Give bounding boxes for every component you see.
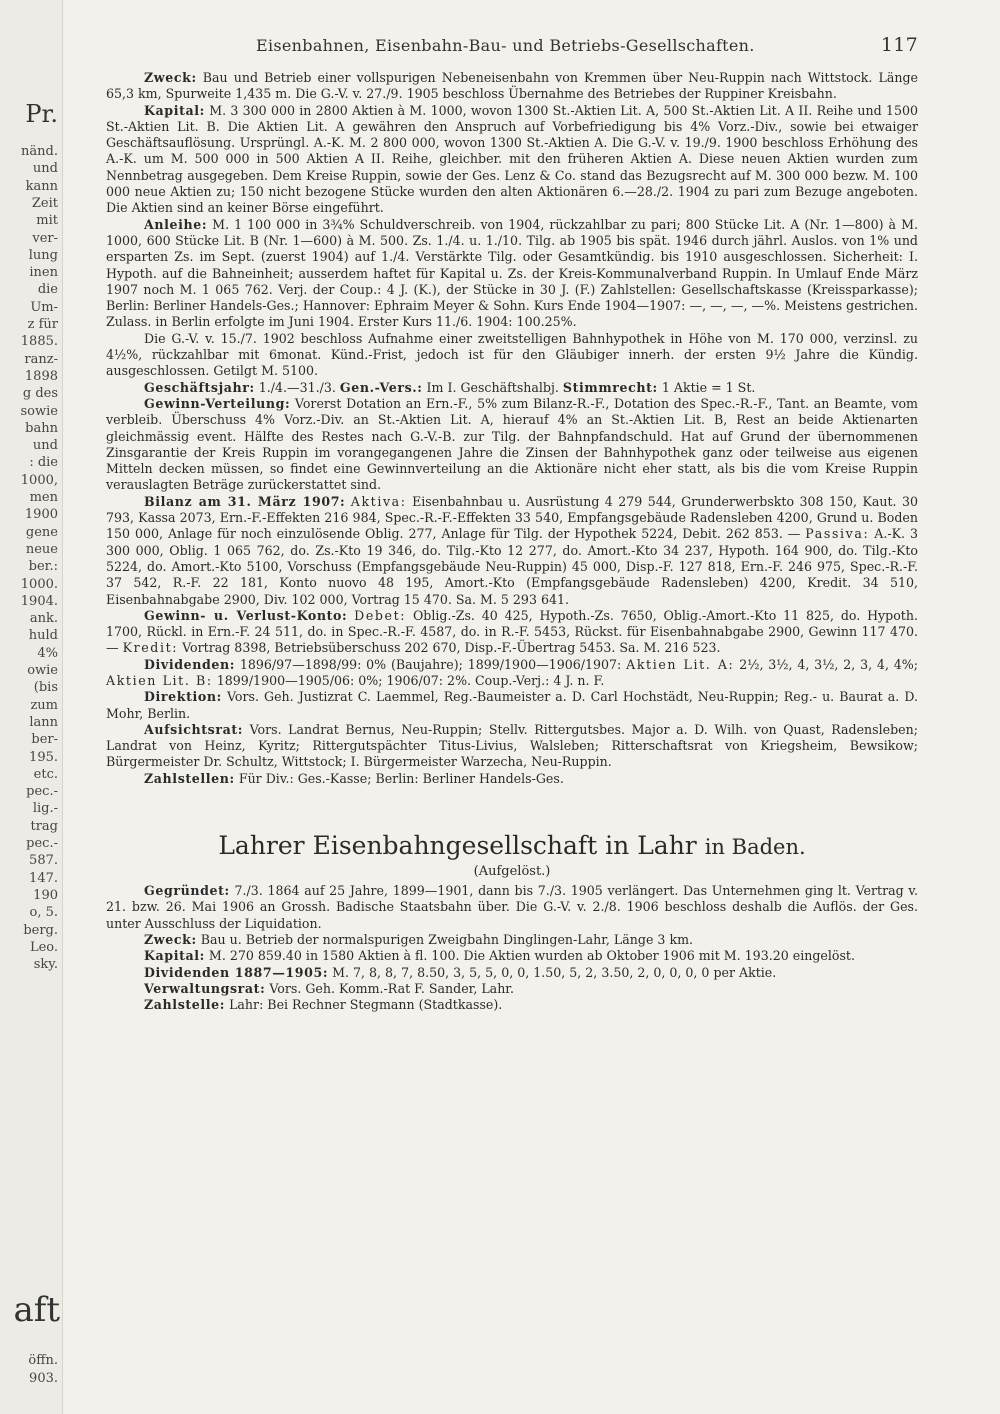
margin-line: gene bbox=[25, 524, 58, 540]
margin-line: : die bbox=[29, 455, 58, 471]
margin-line: sky. bbox=[33, 957, 58, 973]
margin-line: pec.- bbox=[26, 836, 58, 851]
margin-line: berg. bbox=[23, 922, 58, 938]
left-margin-fragment bbox=[0, 0, 63, 1414]
margin-line: etc. bbox=[33, 766, 58, 782]
paragraph-zahlstelle-lahr: Zahlstelle: Lahr: Bei Rechner Stegmann (Stadtkasse). bbox=[144, 997, 503, 1013]
margin-line: 195. bbox=[29, 749, 58, 765]
paragraph-direktion: Direktion: Vors. Geh. Justizrat C. Laemmel, Reg.-Baumeister a. D. Carl Hochstädt, Neu-Ruppin; Reg.- u. Baurat a. D. Mohr, Berlin. bbox=[106, 689, 918, 721]
paragraph-gegruendet: Gegründet: 7./3. 1864 auf 25 Jahre, 1899—1901, dann bis 7./3. 1905 verlängert. Das Unternehmen ging lt. Vertrag v. 21. bzw. 26. Mai 1906 an Grossh. Badische Staatsbahn über. Die G.-V. v. 2./8. 1906 beschloss deshalb die Auflös. der Ges. unter Ausschluss der Liquidation. bbox=[106, 883, 918, 931]
paragraph-hypothek: Die G.-V. v. 15./7. 1902 beschloss Aufnahme einer zweitstelligen Bahnhypothek in Höhe von M. 170 000, verzinsl. zu 4½%, rückzahlbar mit 6monat. Künd.-Frist, jedoch ist für den Gläubiger innerh. der ersten 9½ Jahre die Kündig. ausgeschlossen. Getilgt M. 5100. bbox=[106, 330, 918, 379]
margin-line: pec.- bbox=[26, 784, 58, 800]
margin-line: öffn. bbox=[28, 1353, 58, 1368]
running-title: Eisenbahnen, Eisenbahn-Bau- und Betriebs-Gesellschaften. bbox=[256, 36, 755, 55]
margin-line: owie bbox=[27, 663, 58, 678]
margin-line: kann bbox=[25, 178, 58, 194]
margin-line: 1898 bbox=[24, 368, 58, 384]
margin-heading-fragment: Pr. bbox=[25, 100, 58, 128]
section-lahr bbox=[106, 883, 918, 1013]
margin-line: lung bbox=[28, 247, 58, 263]
margin-line: huld bbox=[28, 628, 58, 644]
margin-line: die bbox=[37, 282, 58, 298]
paragraph-gewinn-verteilung: Gewinn-Verteilung: Vorerst Dotation an Ern.-F., 5% zum Bilanz-R.-F., Dotation des Spec.-R.-F., Tant. an Beamte, vom verbleib. Überschuss 4% Vorz.-Div. an St.-Aktien Lit. A, hierauf 4% an St.-Aktien Lit. B, Rest an beide Aktienarten gleichmässig event. Hälfte des Restes nach G.-V.-B. zur Tilg. der Bahnpfandschuld. Hat auf Grund der übernommenen Zinsgarantie der Kreis Ruppin im vorangegangenen Jahre die Zinsen der Bahnhypothek ganz oder teilweise aus eigenen Mitteln decken müssen, so findet eine Gewinnverteilung an die Aktionäre nicht eher statt, als bis die vom Kreise Ruppin verauslagten Beträge zurückerstattet sind. bbox=[106, 395, 918, 493]
margin-line: ranz- bbox=[24, 351, 58, 367]
section-subtitle: (Aufgelöst.) bbox=[473, 864, 551, 880]
margin-line: ber- bbox=[31, 732, 58, 748]
margin-line: ver- bbox=[32, 230, 58, 246]
margin-line: 1904. bbox=[20, 593, 58, 609]
margin-line: 903. bbox=[29, 1371, 58, 1386]
margin-line: (bis bbox=[33, 680, 58, 696]
margin-line: sowie bbox=[20, 403, 58, 419]
paragraph-anleihe: Anleihe: M. 1 100 000 in 3¾% Schuldverschreib. von 1904, rückzahlbar zu pari; 800 Stücke Lit. A (Nr. 1—800) à M. 1000, 600 Stücke Lit. B (Nr. 1—600) à M. 500. Zs. 1./4. u. 1./10. Tilg. ab 1905 bis spät. 1946 durch jährl. Auslos. von 1% und ersparten Zs. im Sept. (zuerst 1904) auf 1./4. Verstärkte Tilg. oder Gesamtkündig. bis 1910 ausgeschlossen. Sicherheit: I. Hypoth. auf die Bahneinheit; ausserdem haftet für Kapital u. Zs. der Kreis-Kommunalverband Ruppin. In Umlauf Ende März 1907 noch M. 1 065 762. Verj. der Coup.: 4 J. (K.), der Stücke in 30 J. (F.) Zahlstellen: Gesellschaftskasse (Kreissparkasse); Berlin: Berliner Handels-Ges.; Hannover: Ephraim Meyer & Sohn. Kurs Ende 1904—1907: —, —, —, —%. Meistens gestrichen. Zulass. in Berlin erfolgte im Juni 1904. Erster Kurs 11./6. 1904: 100.25%. bbox=[106, 216, 918, 330]
margin-line: 587. bbox=[29, 853, 58, 869]
margin-line: 1900 bbox=[24, 507, 58, 523]
paragraph-zweck-lahr: Zweck: Bau u. Betrieb der normalspurigen Zweigbahn Dinglingen-Lahr, Länge 3 km. bbox=[144, 931, 694, 947]
margin-line: ank. bbox=[29, 611, 58, 627]
margin-line: mit bbox=[36, 213, 58, 229]
margin-line: bahn bbox=[25, 420, 58, 436]
margin-line: Zeit bbox=[31, 195, 58, 211]
margin-line: 190 bbox=[33, 887, 58, 903]
margin-title-fragment: aft bbox=[13, 1290, 60, 1330]
page-number: 117 bbox=[880, 34, 918, 56]
page bbox=[106, 30, 918, 1013]
margin-line: lig.- bbox=[32, 801, 58, 817]
paragraph-kapital-lahr: Kapital: M. 270 859.40 in 1580 Aktien à fl. 100. Die Aktien wurden ab Oktober 1906 mit M. 193.20 eingelöst. bbox=[144, 948, 855, 964]
paragraph-dividenden: Dividenden: 1896/97—1898/99: 0% (Baujahre); 1899/1900—1906/1907: Aktien Lit. A: 2½, 3½, 4, 3½, 2, 3, 4, 4%; Aktien Lit. B: 1899/1900—1905/06: 0%; 1906/07: 2%. Coup.-Verj.: 4 J. n. F. bbox=[106, 656, 918, 688]
paragraph-zahlstellen: Zahlstellen: Für Div.: Ges.-Kasse; Berlin: Berliner Handels-Ges. bbox=[144, 770, 564, 786]
margin-line: ber.: bbox=[28, 559, 58, 575]
margin-line: neue bbox=[25, 541, 58, 557]
margin-line: Um- bbox=[30, 299, 58, 315]
margin-line: Leo. bbox=[29, 939, 58, 955]
margin-line: g des bbox=[22, 386, 58, 402]
margin-line: inen bbox=[29, 265, 58, 281]
section-title-lahr: Lahrer Eisenbahngesellschaft in Lahr in Baden. bbox=[218, 831, 806, 861]
section-kremmen-wittstock bbox=[106, 70, 918, 787]
margin-line: 4% bbox=[37, 645, 58, 661]
paragraph-aufsichtsrat: Aufsichtsrat: Vors. Landrat Bernus, Neu-Ruppin; Stellv. Rittergutsbes. Major a. D. Wilh. von Quast, Radensleben; Landrat von Heinz, Kyritz; Rittergutspächter Titus-Livius, Walsleben; Ritterschaftsrat von Kriegsheim, Bewsikow; Bürgermeister Dr. Schultz, Wittstock; I. Bürgermeister Warzecha, Neu-Ruppin. bbox=[106, 721, 918, 770]
paragraph-guv: Gewinn- u. Verlust-Konto: Debet: Oblig.-Zs. 40 425, Hypoth.-Zs. 7650, Oblig.-Amort.-Kto 11 825, do. Hypoth. 1700, Rückl. in Ern.-F. 24 511, do. in Spec.-R.-F. 4587, do. in R.-F. 5453, Rückst. für Eisenbahnabgabe 2900, Gewinn 117 470. — Kredit: Vortrag 8398, Betriebsüberschuss 202 670, Disp.-F.-Übertrag 5453. Sa. M. 216 523. bbox=[106, 607, 918, 656]
margin-line: und bbox=[32, 438, 58, 454]
paragraph-bilanz: Bilanz am 31. März 1907: Aktiva: Eisenbahnbau u. Ausrüstung 4 279 544, Grunderwerbskto 308 150, Kaut. 30 793, Kassa 2073, Ern.-F.-Effekten 216 984, Spec.-R.-F.-Effekten 33 540, Empfangsgebäude Radensleben 4200, Grund u. Boden 150 000, Anlage für noch einzulösende Oblig. 277, Anlage für Tilg. der Hypothek 5224, Debit. 262 853. — Passiva: A.-K. 3 300 000, Oblig. 1 065 762, do. Zs.-Kto 19 346, do. Tilg.-Kto 12 277, do. Amort.-Kto 34 237, Hypoth. 164 900, do. Tilg.-Kto 5224, do. Amort.-Kto 5100, Vorschuss (Empfangsgebäude Neu-Ruppin) 45 000, Disp.-F. 127 818, Ern.-F. 246 975, Spec.-R.-F. 37 542, R.-F. 22 181, Konto nuovo 48 195, Amort.-Kto (Empfangsgebäude Radensleben) 4200, Kredit. 34 510, Eisenbahnabgabe 2900, Div. 102 000, Vortrag 15 470. Sa. M. 5 293 641. bbox=[106, 493, 918, 607]
paragraph-zweck: Zweck: Bau und Betrieb einer vollspurigen Nebeneisenbahn von Kremmen über Neu-Ruppin nach Wittstock. Länge 65,3 km, Spurweite 1,435 m. Die G.-V. v. 27./9. 1905 beschloss Übernahme des Betriebes der Ruppiner Kreisbahn. bbox=[106, 70, 918, 102]
margin-line: 1000. bbox=[20, 576, 58, 592]
margin-line: o, 5. bbox=[29, 905, 58, 921]
margin-line: trag bbox=[30, 818, 58, 834]
margin-line: nänd. bbox=[21, 144, 58, 159]
margin-line: und bbox=[32, 161, 58, 177]
margin-line: zum bbox=[30, 697, 58, 713]
paragraph-dividenden-lahr: Dividenden 1887—1905: M. 7, 8, 8, 7, 8.50, 3, 5, 5, 0, 0, 1.50, 5, 2, 3.50, 2, 0, 0, 0, 0 per Aktie. bbox=[144, 964, 777, 980]
margin-line: men bbox=[29, 490, 58, 505]
paragraph-geschaeftsjahr: Geschäftsjahr: 1./4.—31./3. Gen.-Vers.: Im I. Geschäftshalbj. Stimmrecht: 1 Aktie = 1 St. bbox=[144, 379, 756, 395]
margin-line: 1885. bbox=[20, 334, 58, 350]
page-header bbox=[106, 30, 918, 58]
margin-line: z für bbox=[27, 317, 58, 332]
margin-line: 1000, bbox=[20, 472, 58, 488]
paragraph-verwaltungsrat: Verwaltungsrat: Vors. Geh. Komm.-Rat F. Sander, Lahr. bbox=[144, 980, 514, 996]
margin-line: lann bbox=[29, 714, 58, 730]
paragraph-kapital: Kapital: M. 3 300 000 in 2800 Aktien à M. 1000, wovon 1300 St.-Aktien Lit. A, 500 St.-Aktien Lit. A II. Reihe und 1500 St.-Aktien Lit. B. Die Aktien Lit. A gewähren den Anspruch auf Vorbefriedigung bis 4% Vorz.-Div., sowie bei etwaiger Geschäftsauflösung. Ursprüngl. A.-K. M. 2 800 000, wovon 1300 St.-Aktien A. Die G.-V. v. 19./9. 1900 beschloss Erhöhung des A.-K. um M. 500 000 in 500 Aktien A II. Reihe, gleichber. mit den früheren Aktien A. Diese neuen Aktien wurden zum Nennbetrag ausgegeben. Dem Kreise Ruppin, sowie der Ges. Lenz & Co. stand das Bezugsrecht auf M. 300 000 bezw. M. 100 000 neue Aktien zu; 150 nicht bezogene Stücke wurden den alten Aktionären 6.—28./2. 1904 zu pari zum Bezuge angeboten. Die Aktien sind an keiner Börse eingeführt. bbox=[106, 102, 918, 216]
margin-line: 147. bbox=[29, 870, 58, 886]
